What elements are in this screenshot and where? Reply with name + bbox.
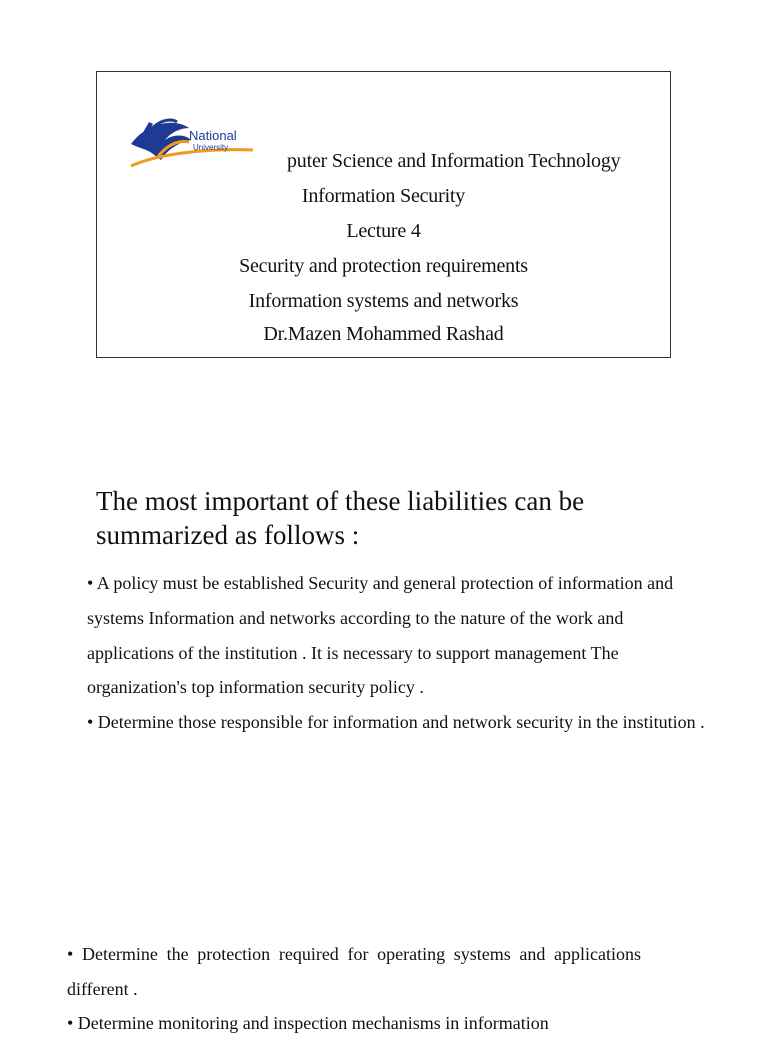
bullet-paragraph: • Determine the protection required for operating systems and applications different . bbox=[67, 944, 641, 999]
title-line-course: Information Security bbox=[301, 185, 466, 207]
title-box bbox=[96, 71, 671, 358]
title-line-lecture: Lecture 4 bbox=[346, 220, 421, 242]
logo-text-university: University bbox=[193, 143, 229, 152]
title-line-topic: Security and protection requirements bbox=[239, 255, 528, 277]
title-line-subtopic: Information systems and networks bbox=[248, 290, 519, 312]
logo-text-national: National bbox=[189, 128, 237, 143]
title-line-faculty: puter Science and Information Technology bbox=[287, 150, 621, 172]
bullet-paragraph: • Determine those responsible for information and network security in the institution . bbox=[87, 712, 705, 732]
title-line-author: Dr.Mazen Mohammed Rashad bbox=[263, 323, 504, 345]
bullet-paragraph: • A policy must be established Security and general protection of information and systems Information and networks according to the nature of the work and applications of the institution . It is necessary to support management The organization's top information security policy . bbox=[87, 573, 674, 698]
section-heading: The most important of these liabilities can be summarized as follows : bbox=[96, 486, 585, 550]
bullet-paragraph: • Determine monitoring and inspection mechanisms in information bbox=[67, 1013, 549, 1033]
